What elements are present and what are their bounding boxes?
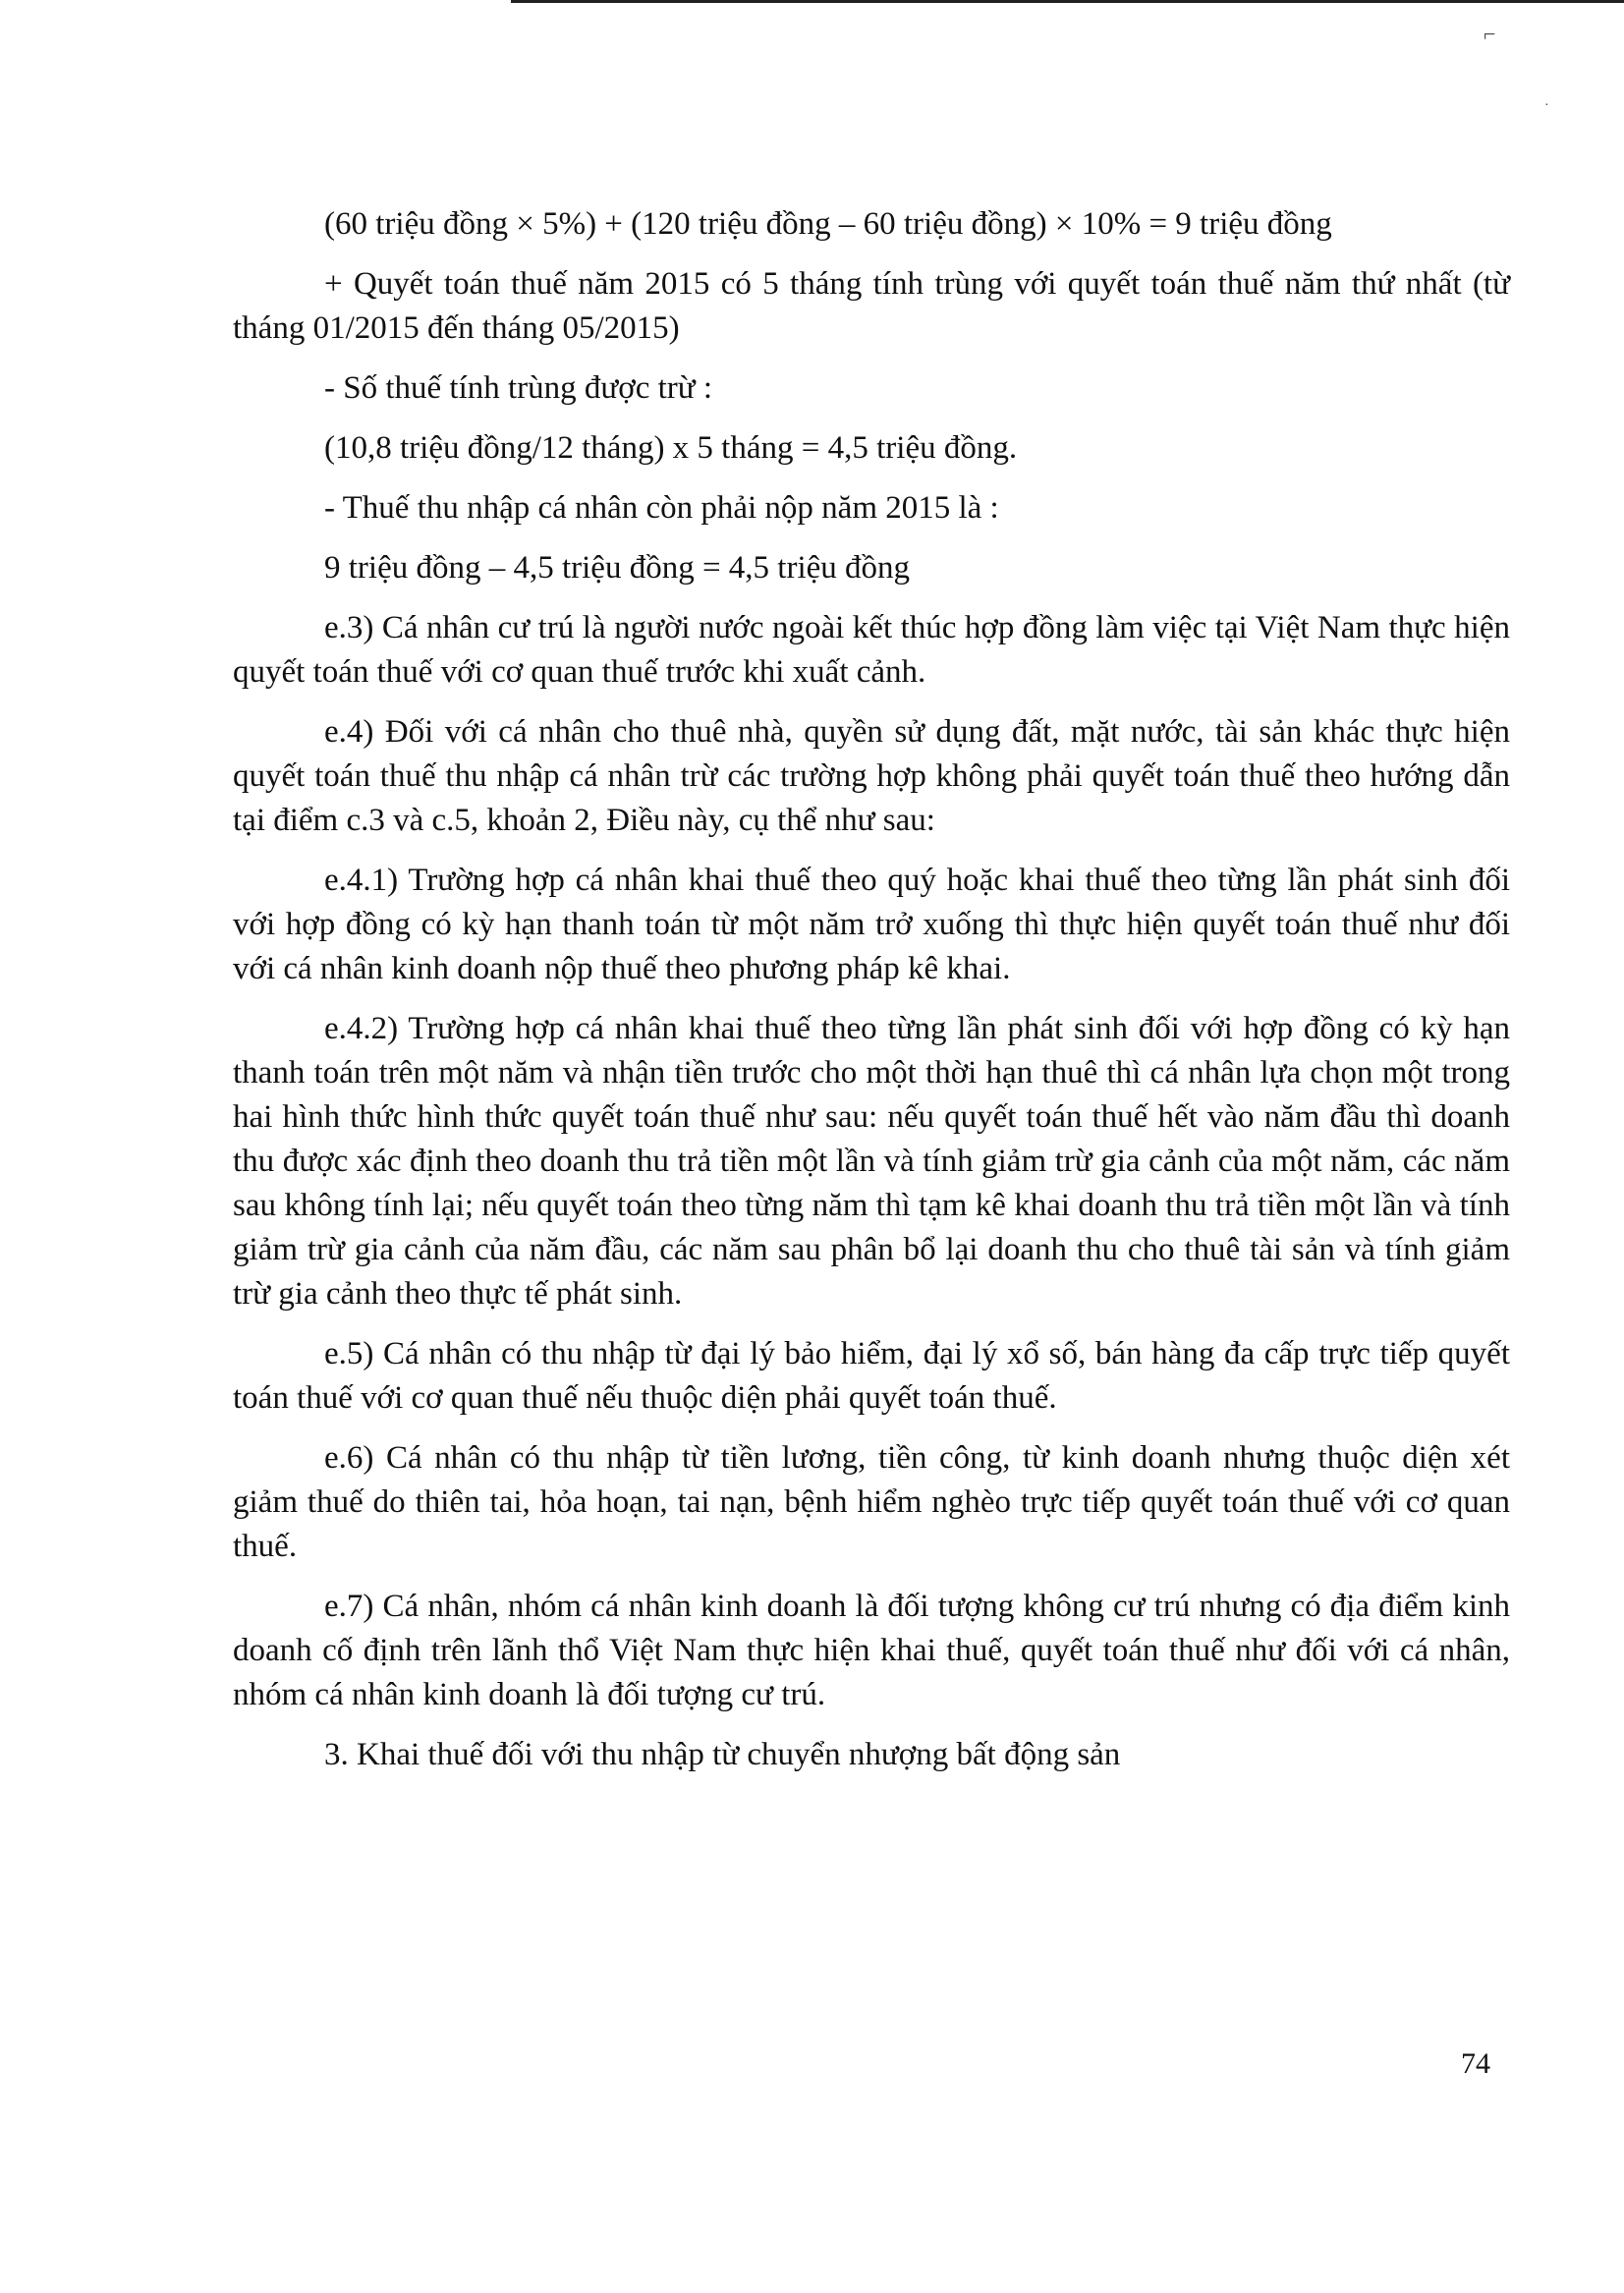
- deductible-tax-line: - Số thuế tính trùng được trừ :: [324, 370, 713, 406]
- clause-e6-paragraph: e.6) Cá nhân có thu nhập từ tiền lương, tiền công, từ kinh doanh nhưng thuộc diện xét giảm thuế do thiên tai, hỏa hoạn, tai nạn, bệnh hiểm nghèo trực tiếp quyết toán thuế với cơ quan thuế.: [233, 1440, 1510, 1564]
- clause-e4-paragraph: e.4) Đối với cá nhân cho thuê nhà, quyền sử dụng đất, mặt nước, tài sản khác thực hiện quyết toán thuế thu nhập cá nhân trừ các trường hợp không phải quyết toán thuế theo hướng dẫn tại điểm c.3 và c.5, khoản 2, Điều này, cụ thể như sau:: [233, 714, 1510, 838]
- scan-speck: ·: [1544, 98, 1549, 113]
- document-body: [233, 202, 1510, 1793]
- deductible-tax-calculation: (10,8 triệu đồng/12 tháng) x 5 tháng = 4,5 triệu đồng.: [324, 430, 1018, 466]
- remaining-tax-line: - Thuế thu nhập cá nhân còn phải nộp năm 2015 là :: [324, 490, 999, 526]
- clause-e5-paragraph: e.5) Cá nhân có thu nhập từ đại lý bảo hiểm, đại lý xổ số, bán hàng đa cấp trực tiếp quyết toán thuế với cơ quan thuế nếu thuộc diện phải quyết toán thuế.: [233, 1336, 1510, 1416]
- scan-edge-line: [511, 0, 1624, 3]
- section-3-heading: 3. Khai thuế đối với thu nhập từ chuyển nhượng bất động sản: [324, 1737, 1121, 1772]
- formula-paragraph: (60 triệu đồng × 5%) + (120 triệu đồng – 60 triệu đồng) × 10% = 9 triệu đồng: [324, 206, 1332, 242]
- clause-e7-paragraph: e.7) Cá nhân, nhóm cá nhân kinh doanh là đối tượng không cư trú nhưng có địa điểm kinh doanh cố định trên lãnh thổ Việt Nam thực hiện khai thuế, quyết toán thuế như đối với cá nhân, nhóm cá nhân kinh doanh là đối tượng cư trú.: [233, 1589, 1510, 1712]
- settlement-note-paragraph: + Quyết toán thuế năm 2015 có 5 tháng tính trùng với quyết toán thuế năm thứ nhất (từ tháng 01/2015 đến tháng 05/2015): [233, 266, 1510, 346]
- scan-speck: ⌐: [1484, 22, 1496, 46]
- page-number: 74: [1461, 2047, 1490, 2080]
- remaining-tax-calculation: 9 triệu đồng – 4,5 triệu đồng = 4,5 triệu đồng: [324, 550, 911, 586]
- clause-e3-paragraph: e.3) Cá nhân cư trú là người nước ngoài kết thúc hợp đồng làm việc tại Việt Nam thực hiện quyết toán thuế với cơ quan thuế trước khi xuất cảnh.: [233, 610, 1510, 690]
- clause-e41-paragraph: e.4.1) Trường hợp cá nhân khai thuế theo quý hoặc khai thuế theo từng lần phát sinh đối với hợp đồng có kỳ hạn thanh toán từ một năm trở xuống thì thực hiện quyết toán thuế như đối với cá nhân kinh doanh nộp thuế theo phương pháp kê khai.: [233, 863, 1510, 986]
- clause-e42-paragraph: e.4.2) Trường hợp cá nhân khai thuế theo từng lần phát sinh đối với hợp đồng có kỳ hạn thanh toán trên một năm và nhận tiền trước cho một thời hạn thuê thì cá nhân lựa chọn một trong hai hình thức hình thức quyết toán thuế như sau: nếu quyết toán thuế hết vào năm đầu thì doanh thu được xác định theo doanh thu trả tiền một lần và tính giảm trừ gia cảnh của một năm, các năm sau không tính lại; nếu quyết toán theo từng năm thì tạm kê khai doanh thu trả tiền một lần và tính giảm trừ gia cảnh của năm đầu, các năm sau phân bổ lại doanh thu cho thuê tài sản và tính giảm trừ gia cảnh theo thực tế phát sinh.: [233, 1011, 1510, 1312]
